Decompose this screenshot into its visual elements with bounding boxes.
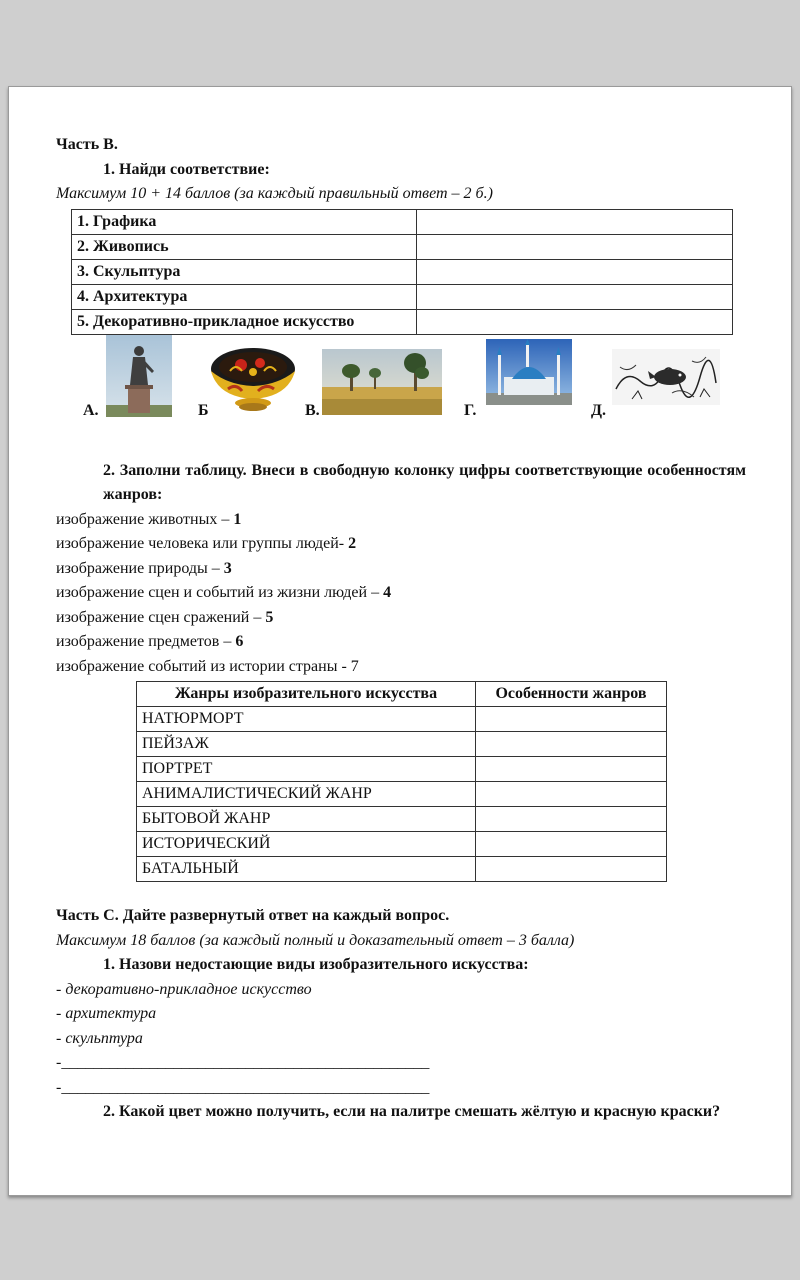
painted-bowl-image [208,345,298,413]
answer-cell [476,707,667,732]
part-c-scoring: Максимум 18 баллов (за каждый полный и доказательный ответ – 3 балла) [56,931,575,949]
feature-number: 2 [348,535,357,552]
feature-text: изображение предметов – [56,633,236,650]
feature-number: 5 [265,608,274,626]
q1-title: 1. Найди соответствие: [103,160,270,178]
match-cell: 1. Графика [72,209,417,234]
feature-text: изображение событий из истории страны - 7 [56,657,359,675]
q1-scoring: Максимум 10 + 14 баллов (за каждый правильный ответ – 2 б.) [56,185,493,202]
answer-cell [417,234,733,259]
table-row [137,732,667,757]
answer-cell [476,757,667,782]
answer-cell [417,259,733,284]
image-label-g: Г. [464,401,477,419]
answer-cell [417,209,733,234]
q2-title-text: 2. Заполни таблицу. Внеси в свободную колонку цифры соответствующие особенностям жанров: [103,461,746,503]
feature-number: 4 [383,584,392,601]
image-label-d: Д. [591,401,607,419]
graphic-drawing-image [612,349,720,405]
table-row [137,807,667,832]
document-content [56,133,746,1125]
c-q2-title: 2. Какой цвет можно получить, если на палитре смешать жёлтую и красную краски? [103,1103,721,1120]
answer-cell [476,857,667,882]
table-row [72,309,733,334]
answer-cell [417,284,733,309]
feature-number: 1 [233,510,242,528]
genre-cell: АНИМАЛИСТИЧЕСКИЙ ЖАНР [137,782,476,807]
genre-cell: ПОРТРЕТ [137,757,476,782]
feature-line [56,532,746,557]
answer-cell [476,782,667,807]
blank-line: -______________________________________________ [56,1078,430,1096]
table-row [137,782,667,807]
match-cell: 3. Скульптура [72,259,417,284]
blank-line: -______________________________________________ [56,1054,430,1071]
feature-number: 3 [223,559,232,577]
feature-line [56,581,746,606]
landscape-painting-image [322,349,442,415]
match-cell: 5. Декоративно-прикладное искусство [72,309,417,334]
part-c-heading: Часть С. Дайте развернутый ответ на каждый вопрос. [56,907,450,924]
table-row [72,209,733,234]
feature-text: изображение животных – [56,510,234,528]
mosque-image [486,339,572,405]
genre-cell: БЫТОВОЙ ЖАНР [137,807,476,832]
image-label-b: Б [198,401,209,419]
answer-cell [417,309,733,334]
feature-line [56,606,746,631]
feature-text: изображение сцен сражений – [56,608,266,626]
table-row [72,284,733,309]
answer-cell [476,732,667,757]
table-header-row [137,682,667,707]
answer-cell [476,832,667,857]
table-row [72,234,733,259]
genre-table [136,681,667,882]
c-q1-title: 1. Назови недостающие виды изобразительного искусства: [103,956,529,973]
feature-text: изображение сцен и событий из жизни людей – [56,584,384,601]
feature-text: изображение природы – [56,559,224,577]
table-row [137,757,667,782]
image-label-v: В. [305,401,320,419]
feature-line [56,508,746,533]
match-cell: 4. Архитектура [72,284,417,309]
feature-line [56,557,746,582]
genre-cell: ПЕЙЗАЖ [137,732,476,757]
part-b-heading: Часть В. [56,136,118,153]
list-item: - скульптура [56,1029,143,1047]
genre-column-header: Жанры изобразительного искусства [137,682,476,707]
table-row [137,707,667,732]
image-row [56,335,746,447]
q2-title [56,459,746,508]
match-table [71,209,733,335]
feature-column-header: Особенности жанров [476,682,667,707]
list-item: - декоративно-прикладное искусство [56,980,312,998]
genre-cell: ИСТОРИЧЕСКИЙ [137,832,476,857]
table-row [137,857,667,882]
feature-line [56,630,746,655]
answer-cell [476,807,667,832]
genre-cell: БАТАЛЬНЫЙ [137,857,476,882]
feature-line [56,655,746,680]
feature-number: 6 [235,633,244,650]
document-page [8,86,792,1196]
match-cell: 2. Живопись [72,234,417,259]
list-item: - архитектура [56,1005,157,1022]
feature-text: изображение человека или группы людей- [56,535,349,552]
image-label-a: А. [83,401,99,419]
genre-cell: НАТЮРМОРТ [137,707,476,732]
table-row [72,259,733,284]
monument-image [106,335,172,417]
table-row [137,832,667,857]
